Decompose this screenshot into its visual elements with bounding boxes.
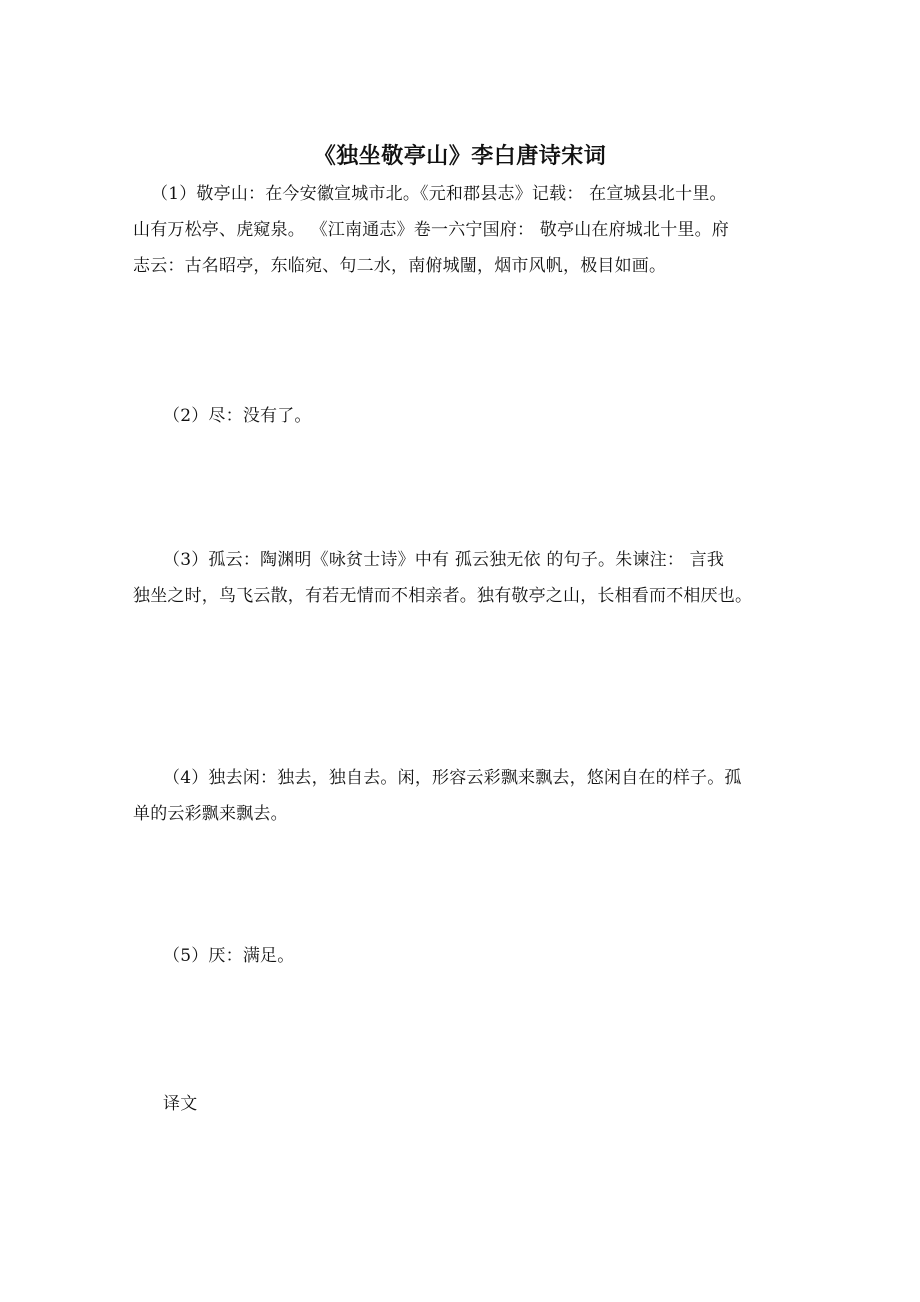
note-2-line-1: （2）尽：没有了。	[163, 406, 312, 426]
note-4	[133, 760, 803, 832]
note-3-line-1: （3）孤云：陶渊明《咏贫士诗》中有 孤云独无依 的句子。朱谏注： 言我	[163, 550, 725, 570]
note-3	[133, 542, 803, 614]
translation-heading: 译文	[163, 1094, 198, 1114]
note-5	[133, 938, 803, 974]
note-1	[133, 176, 803, 284]
translation-heading-block	[133, 1086, 803, 1122]
note-1-line-3: 志云：古名昭亭，东临宛、句二水，南俯城闉，烟市风帆，极目如画。	[133, 256, 667, 276]
note-1-line-1: （1）敬亭山：在今安徽宣城市北。《元和郡县志》记载： 在宣城县北十里。	[151, 184, 727, 204]
note-1-line-2: 山有万松亭、虎窥泉。 《江南通志》卷一六宁国府： 敬亭山在府城北十里。府	[133, 220, 730, 240]
note-2	[133, 398, 803, 434]
note-5-line-1: （5）厌：满足。	[163, 946, 295, 966]
note-4-line-1: （4）独去闲：独去，独自去。闲，形容云彩飘来飘去，悠闲自在的样子。孤	[163, 768, 742, 788]
note-3-line-2: 独坐之时，鸟飞云散，有若无情而不相亲者。独有敬亭之山，长相看而不相厌也。	[133, 586, 753, 606]
note-4-line-2: 单的云彩飘来飘去。	[133, 804, 288, 824]
page-title: 《独坐敬亭山》李白唐诗宋词	[313, 144, 607, 169]
